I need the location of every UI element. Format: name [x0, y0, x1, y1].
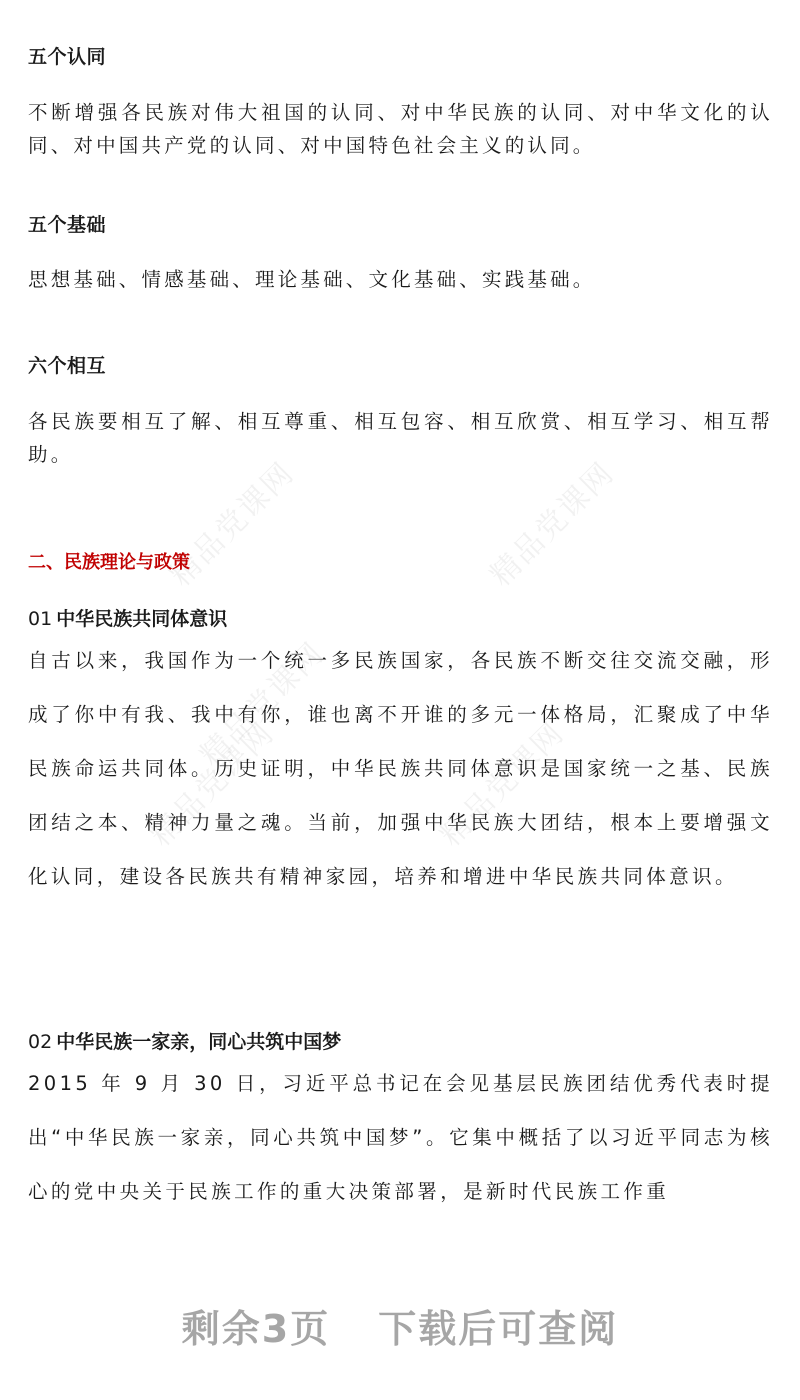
section-title-part-two: 二、民族理论与政策	[28, 552, 190, 573]
item-number: 01	[28, 608, 53, 630]
paragraph-six-mutuals: 各民族要相互了解、相互尊重、相互包容、相互欣赏、相互学习、相互帮助。	[28, 410, 773, 466]
paragraph-item-02: 2015 年 9 月 30 日，习近平总书记在会见基层民族团结优秀代表时提出“中华民族一家亲，同心共筑中国梦”。它集中概括了以习近平同志为核心的党中央关于民族工作的重大决策部署，是新时代民族工作重	[28, 1072, 773, 1203]
watermark: 精品党课网	[433, 715, 572, 854]
paragraph-five-foundations: 思想基础、情感基础、理论基础、文化基础、实践基础。	[28, 268, 596, 291]
remaining-pages-text: 剩余3页	[181, 1307, 331, 1351]
download-prompt[interactable]	[0, 1298, 800, 1353]
subheading-item-02	[28, 1027, 341, 1054]
heading-five-foundations: 五个基础	[28, 214, 107, 236]
item-title: 中华民族一家亲，同心共筑中国梦	[56, 1031, 342, 1053]
heading-six-mutuals: 六个相互	[28, 355, 107, 377]
watermark: 精品党课网	[193, 635, 332, 774]
paragraph-item-01: 自古以来，我国作为一个统一多民族国家，各民族不断交往交流交融，形成了你中有我、我中有你，谁也离不开谁的多元一体格局，汇聚成了中华民族命运共同体。历史证明，中华民族共同体意识是国家统一之基、民族团结之本、精神力量之魂。当前，加强中华民族大团结，根本上要增强文化认同，建设各民族共有精神家园，培养和增进中华民族共同体意识。	[28, 649, 773, 888]
paragraph-five-identities: 不断增强各民族对伟大祖国的认同、对中华民族的认同、对中华文化的认同、对中国共产党的认同、对中国特色社会主义的认同。	[28, 101, 773, 157]
watermark: 精品党课网	[483, 455, 622, 594]
item-number: 02	[28, 1031, 53, 1053]
watermark: 精品党课网	[143, 715, 282, 854]
subheading-item-01	[28, 604, 227, 631]
item-title: 中华民族共同体意识	[56, 608, 228, 630]
download-to-view-text: 下载后可查阅	[378, 1307, 619, 1351]
watermark: 精品党课网	[163, 455, 302, 594]
heading-five-identities: 五个认同	[28, 46, 107, 68]
